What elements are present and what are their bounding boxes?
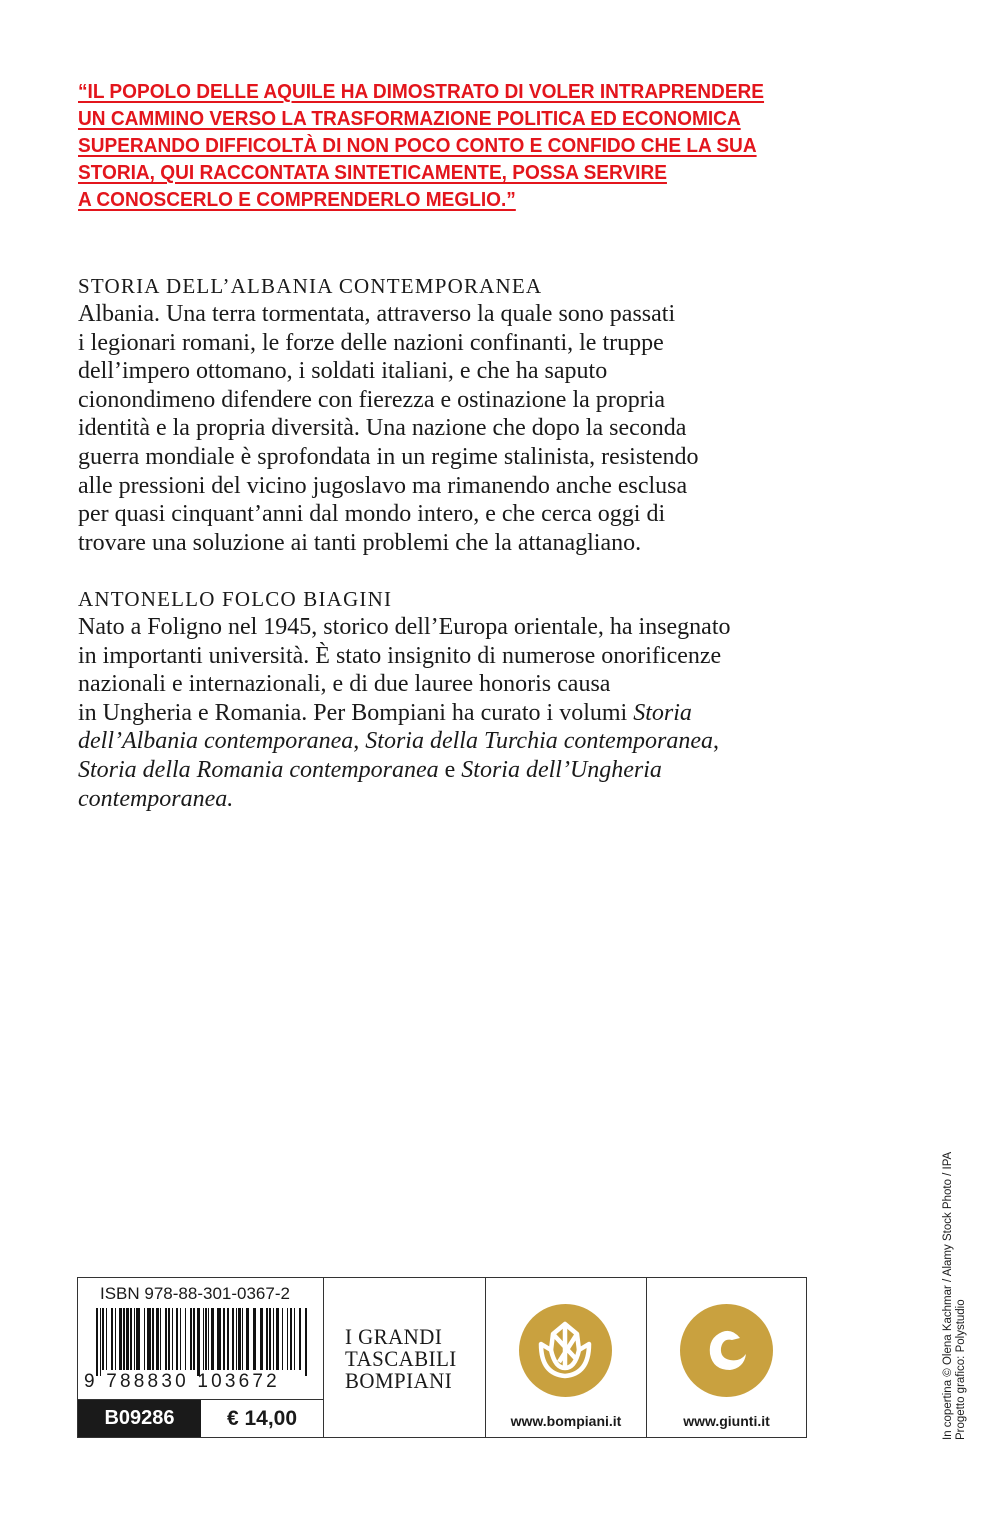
- product-code: B09286: [78, 1400, 201, 1437]
- barcode-bar: [126, 1308, 129, 1370]
- text-segment: ,: [713, 728, 720, 755]
- barcode-bar: [223, 1308, 225, 1370]
- book-title-heading: STORIA DELL’ALBANIA CONTEMPORANEA: [78, 274, 543, 298]
- barcode-bar: [305, 1308, 307, 1376]
- barcode-bar: [205, 1308, 207, 1370]
- barcode-bar: [208, 1308, 209, 1370]
- text-segment: e: [438, 756, 462, 783]
- author-bio-text: [78, 613, 731, 813]
- barcode-bar: [185, 1308, 186, 1370]
- barcode-bar: [130, 1308, 132, 1370]
- price: € 14,00: [226, 1406, 298, 1430]
- text-line: dell’impero ottomano, i soldati italiani, e che ha saputo: [78, 358, 608, 385]
- text-line: [78, 727, 731, 756]
- barcode-bar: [119, 1308, 122, 1370]
- barcode-bar: [190, 1308, 192, 1370]
- barcode-bar: [260, 1308, 263, 1370]
- text-segment: in importanti università. È stato insignito di numerose onorificenze: [78, 642, 722, 669]
- barcode-bar: [106, 1308, 107, 1370]
- bompiani-panel: [486, 1278, 647, 1437]
- text-segment: in Ungheria e Romania. Per Bompiani ha curato i volumi: [78, 699, 634, 726]
- barcode-bar: [152, 1308, 154, 1370]
- barcode-bar: [165, 1308, 167, 1370]
- barcode-bar: [160, 1308, 161, 1370]
- publisher-info-box: [77, 1277, 807, 1438]
- giunti-spiral-logo-icon: [680, 1304, 773, 1397]
- barcode-bar: [156, 1308, 159, 1370]
- text-line: [78, 699, 731, 728]
- barcode-bar: [176, 1308, 178, 1370]
- text-line: i legionari romani, le forze delle nazioni confinanti, le truppe: [78, 329, 664, 356]
- barcode-bar: [144, 1308, 145, 1370]
- barcode-bar: [172, 1308, 173, 1370]
- text-segment: Nato a Foligno nel 1945, storico dell’Europa orientale, ha insegnato: [78, 614, 731, 640]
- text-segment: ,: [353, 728, 366, 755]
- series-line: I GRANDI: [345, 1324, 443, 1349]
- text-line: identità e la propria diversità. Una nazione che dopo la seconda: [78, 415, 687, 442]
- barcode-bar: [217, 1308, 221, 1370]
- barcode-bar: [227, 1308, 229, 1370]
- barcode-bar: [211, 1308, 214, 1370]
- text-line: alle pressioni del vicino jugoslavo ma rimanendo anche esclusa: [78, 472, 688, 499]
- barcode-bar: [294, 1308, 295, 1370]
- barcode-bar: [282, 1308, 283, 1370]
- quote-line: SUPERANDO DIFFICOLTÀ DI NON POCO CONTO E CONFIDO CHE LA SUA: [78, 134, 757, 157]
- barcode-bar: [242, 1308, 243, 1370]
- credit-line: Progetto grafico: Polystudio: [955, 1299, 967, 1440]
- barcode-bar: [123, 1308, 125, 1370]
- barcode-bar: [236, 1308, 237, 1370]
- cover-credits: [942, 1152, 968, 1440]
- barcode-bar: [253, 1308, 256, 1370]
- text-line: cionondimeno difendere con fierezza e ostinazione la propria: [78, 386, 666, 413]
- text-line: per quasi cinquant’anni dal mondo intero, e che cerca oggi di: [78, 501, 666, 528]
- barcode-bar: [100, 1308, 101, 1376]
- barcode-icon: [86, 1308, 316, 1376]
- quote-line: A CONOSCERLO E COMPRENDERLO MEGLIO.”: [78, 188, 516, 211]
- series-line: TASCABILI: [345, 1346, 457, 1371]
- book-description: [78, 272, 698, 557]
- text-line: trovare una soluzione ai tanti problemi che la attanagliano.: [78, 529, 642, 556]
- barcode-bar: [299, 1308, 301, 1370]
- barcode-bar: [134, 1308, 135, 1370]
- text-line: Albania. Una terra tormentata, attraverso la quale sono passati: [78, 301, 676, 327]
- barcode-bar: [193, 1308, 195, 1370]
- book-title-italic: Storia dell’Ungheria: [461, 756, 662, 783]
- barcode-bar: [246, 1308, 249, 1370]
- barcode-bar: [269, 1308, 271, 1370]
- barcode-bar: [238, 1308, 241, 1370]
- quote-line: UN CAMMINO VERSO LA TRASFORMAZIONE POLITICA ED ECONOMICA: [78, 107, 741, 130]
- barcode-bar: [273, 1308, 274, 1370]
- series-line: BOMPIANI: [345, 1368, 453, 1393]
- barcode-bar: [147, 1308, 151, 1370]
- barcode-bar: [290, 1308, 292, 1370]
- credit-line: In copertina © Olena Kachmar / Alamy Stock Photo / IPA: [942, 1151, 954, 1440]
- book-title-italic: Storia della Romania contemporanea: [78, 756, 439, 783]
- bompiani-tulip-logo-icon: [519, 1304, 612, 1397]
- barcode-bar: [203, 1308, 204, 1370]
- barcode-bar: [168, 1308, 170, 1370]
- giunti-panel: [647, 1278, 806, 1437]
- book-title-italic: dell’Albania contemporanea: [78, 728, 354, 755]
- barcode-bar: [136, 1308, 140, 1370]
- barcode-bar: [232, 1308, 234, 1370]
- text-line: [78, 670, 731, 699]
- series-panel: [324, 1278, 486, 1437]
- barcode-bar: [276, 1308, 279, 1370]
- barcode-bar: [102, 1308, 104, 1370]
- quote-line: “IL POPOLO DELLE AQUILE HA DIMOSTRATO DI VOLER INTRAPRENDERE: [78, 80, 765, 103]
- barcode-panel: [78, 1278, 324, 1437]
- isbn-text: ISBN 978-88-301-0367-2: [100, 1284, 290, 1303]
- barcode-bar: [180, 1308, 181, 1370]
- text-line: [78, 785, 731, 814]
- barcode-bar: [287, 1308, 288, 1370]
- pull-quote: [78, 78, 764, 213]
- book-title-italic: Storia della Turchia contemporanea: [365, 728, 714, 755]
- giunti-url[interactable]: www.giunti.it: [683, 1413, 770, 1429]
- author-bio: [78, 585, 731, 813]
- barcode-bar: [96, 1308, 98, 1376]
- text-segment: nazionali e internazionali, e di due lauree honoris causa: [78, 671, 611, 698]
- book-title-italic: contemporanea.: [78, 785, 234, 812]
- book-blurb: [78, 300, 698, 557]
- text-line: [78, 642, 731, 671]
- text-line: [78, 756, 731, 785]
- book-title-italic: Storia: [633, 699, 692, 726]
- barcode-bar: [111, 1308, 113, 1370]
- text-line: [78, 613, 731, 642]
- series-logo: [345, 1326, 457, 1392]
- bompiani-url[interactable]: www.bompiani.it: [510, 1413, 622, 1429]
- quote-line: STORIA, QUI RACCONTATA SINTETICAMENTE, POSSA SERVIRE: [78, 161, 667, 184]
- barcode-digits: 9 788830 103672: [84, 1371, 280, 1392]
- text-line: guerra mondiale è sprofondata in un regime stalinista, resistendo: [78, 443, 699, 470]
- barcode-bar: [266, 1308, 268, 1370]
- author-name-heading: ANTONELLO FOLCO BIAGINI: [78, 587, 393, 611]
- barcode-bar: [115, 1308, 116, 1370]
- barcode-bar: [197, 1308, 200, 1376]
